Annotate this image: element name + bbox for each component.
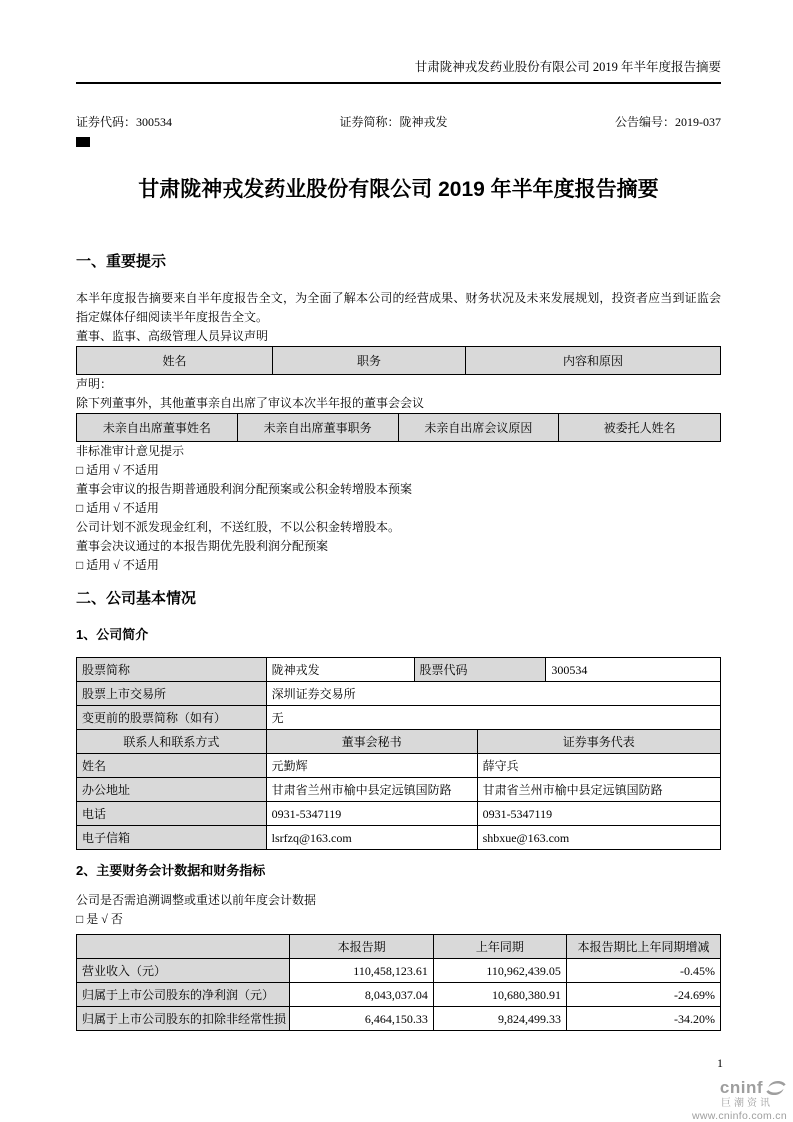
black-square-mark [76, 137, 90, 147]
table-header-row [77, 935, 720, 959]
running-header-title: 甘肃陇神戎发药业股份有限公司 2019 年半年度报告摘要 [76, 60, 721, 84]
cninfo-logo-url: www.cninfo.com.cn [692, 1110, 787, 1122]
audit-opinion-note: 非标准审计意见提示 [76, 444, 185, 458]
table-header-cell: 未亲自出席会议原因 [399, 414, 560, 441]
yes-no-check-line: □ 是 √ 否 [76, 912, 123, 926]
table-row [77, 983, 720, 1007]
table-cell-value: 110,962,439.05 [434, 959, 567, 983]
subsection-company-profile: 1、公司简介 [76, 627, 149, 642]
table-cell-value: -24.69% [567, 983, 720, 1007]
table-row [77, 1007, 720, 1030]
profit-distribution-note: 董事会审议的报告期普通股利润分配预案或公积金转增股本预案 [76, 482, 413, 496]
financial-table [76, 934, 721, 1031]
cninfo-logo-cn: 巨潮资讯 [721, 1098, 773, 1109]
table-cell-label: 股票代码 [415, 658, 547, 682]
restatement-note: 公司是否需追溯调整或重述以前年度会计数据 [76, 893, 317, 907]
dividend-plan-note: 公司计划不派发现金红利，不送红股，不以公积金转增股本。 [76, 520, 401, 534]
table-cell-value: -34.20% [673, 1012, 715, 1026]
table-cell-value: 300534 [546, 658, 720, 682]
table-header-row [77, 414, 720, 441]
main-title: 甘肃陇神戎发药业股份有限公司 2019 年半年度报告摘要 [138, 178, 659, 201]
table-cell-label: 电子信箱 [77, 826, 267, 849]
absence-table [76, 413, 721, 442]
table-header-cell: 姓名 [77, 347, 273, 374]
table-cell-value: 10,680,380.91 [434, 983, 567, 1007]
table-cell-label: 营业收入（元） [77, 959, 290, 983]
table-cell-value: 甘肃省兰州市榆中县定远镇国防路 [478, 778, 720, 802]
section-2-heading: 二、公司基本情况 [76, 590, 197, 607]
stock-abbr: 证券简称：陇神戎发 [339, 115, 448, 129]
table-cell-value: 9,824,499.33 [434, 1007, 567, 1030]
table-cell-value: 陇神戎发 [267, 658, 415, 682]
table-row [77, 706, 720, 730]
cninfo-logo-row [677, 1078, 787, 1098]
table-header-row [77, 730, 720, 754]
table-header-cell: 未亲自出席董事姓名 [77, 414, 238, 441]
table-header-cell [77, 935, 290, 959]
table-cell-label: 股票上市交易所 [77, 682, 267, 706]
preferred-stock-note: 董事会决议通过的本报告期优先股利润分配预案 [76, 539, 329, 553]
table-row [77, 658, 720, 682]
table-header-cell: 职务 [273, 347, 466, 374]
table-header-cell: 联系人和联系方式 [77, 730, 267, 754]
announcement-number: 公告编号：2019-037 [615, 115, 721, 129]
table-cell-label: 电话 [77, 802, 267, 826]
stock-code: 证券代码：300534 [76, 115, 173, 129]
table-cell-label: 归属于上市公司股东的扣除非经常性损 [77, 1007, 290, 1030]
table-cell-value: shbxue@163.com [482, 831, 570, 845]
table-header-cell: 董事会秘书 [267, 730, 478, 754]
table-cell-value: 甘肃省兰州市榆中县定远镇国防路 [267, 778, 478, 802]
table-cell-value: -0.45% [567, 959, 720, 983]
applicable-check-line: □ 适用 √ 不适用 [76, 463, 159, 477]
table-header-cell: 未亲自出席董事职务 [238, 414, 399, 441]
table-header-cell: 被委托人姓名 [559, 414, 720, 441]
table-header-cell: 内容和原因 [466, 347, 720, 374]
table-cell-value: 深圳证券交易所 [267, 682, 720, 706]
table-row [77, 802, 720, 826]
table-cell-label: 股票简称 [77, 658, 267, 682]
table-cell-value: 无 [267, 706, 720, 730]
cninfo-logo [677, 1078, 787, 1122]
table-cell-value: 元勤辉 [267, 754, 478, 778]
table-cell-label: 办公地址 [77, 778, 267, 802]
table-cell-value: 8,043,037.04 [290, 983, 433, 1007]
dissent-table [76, 346, 721, 375]
table-cell-label: 归属于上市公司股东的净利润（元） [77, 983, 290, 1007]
table-cell-value: 0931-5347119 [478, 802, 720, 826]
section-1-heading: 一、重要提示 [76, 253, 167, 270]
table-cell-value: 110,458,123.61 [290, 959, 433, 983]
page-number: 1 [717, 1056, 723, 1070]
table-cell-label: 变更前的股票简称（如有） [77, 706, 267, 730]
table-cell-value: 6,464,150.33 [290, 1007, 433, 1030]
attendance-note: 除下列董事外，其他董事亲自出席了审议本次半年报的董事会会议 [76, 396, 425, 410]
dissent-statement-title: 董事、监事、高级管理人员异议声明 [76, 329, 269, 343]
meta-row [76, 115, 721, 130]
document-content [76, 176, 721, 1031]
table-cell-value: 0931-5347119 [267, 802, 478, 826]
table-row [77, 754, 720, 778]
cninfo-swirl-icon [765, 1079, 787, 1097]
table-header-cell: 证券事务代表 [478, 730, 720, 754]
applicable-check-line: □ 适用 √ 不适用 [76, 558, 159, 572]
table-row [77, 682, 720, 706]
table-row [77, 778, 720, 802]
cninfo-logo-text: cninf [719, 1078, 763, 1097]
table-header-cell: 上年同期 [434, 935, 567, 959]
table-header-row [77, 347, 720, 374]
statement-label: 声明： [76, 377, 113, 391]
table-header-cell: 本报告期 [290, 935, 433, 959]
table-row [77, 959, 720, 983]
company-info-table [76, 657, 721, 850]
intro-paragraph: 本半年度报告摘要来自半年度报告全文，为全面了解本公司的经营成果、财务状况及未来发展规划，投资者应当到证监会指定媒体仔细阅读半年度报告全文。 [76, 291, 721, 324]
table-row [77, 826, 720, 849]
subsection-financial-data: 2、主要财务会计数据和财务指标 [76, 863, 266, 878]
table-cell-label: 姓名 [77, 754, 267, 778]
applicable-check-line: □ 适用 √ 不适用 [76, 501, 159, 515]
table-cell-value: 薛守兵 [478, 754, 720, 778]
table-cell-value: lsrfzq@163.com [267, 826, 478, 849]
table-header-cell: 本报告期比上年同期增减 [567, 935, 720, 959]
